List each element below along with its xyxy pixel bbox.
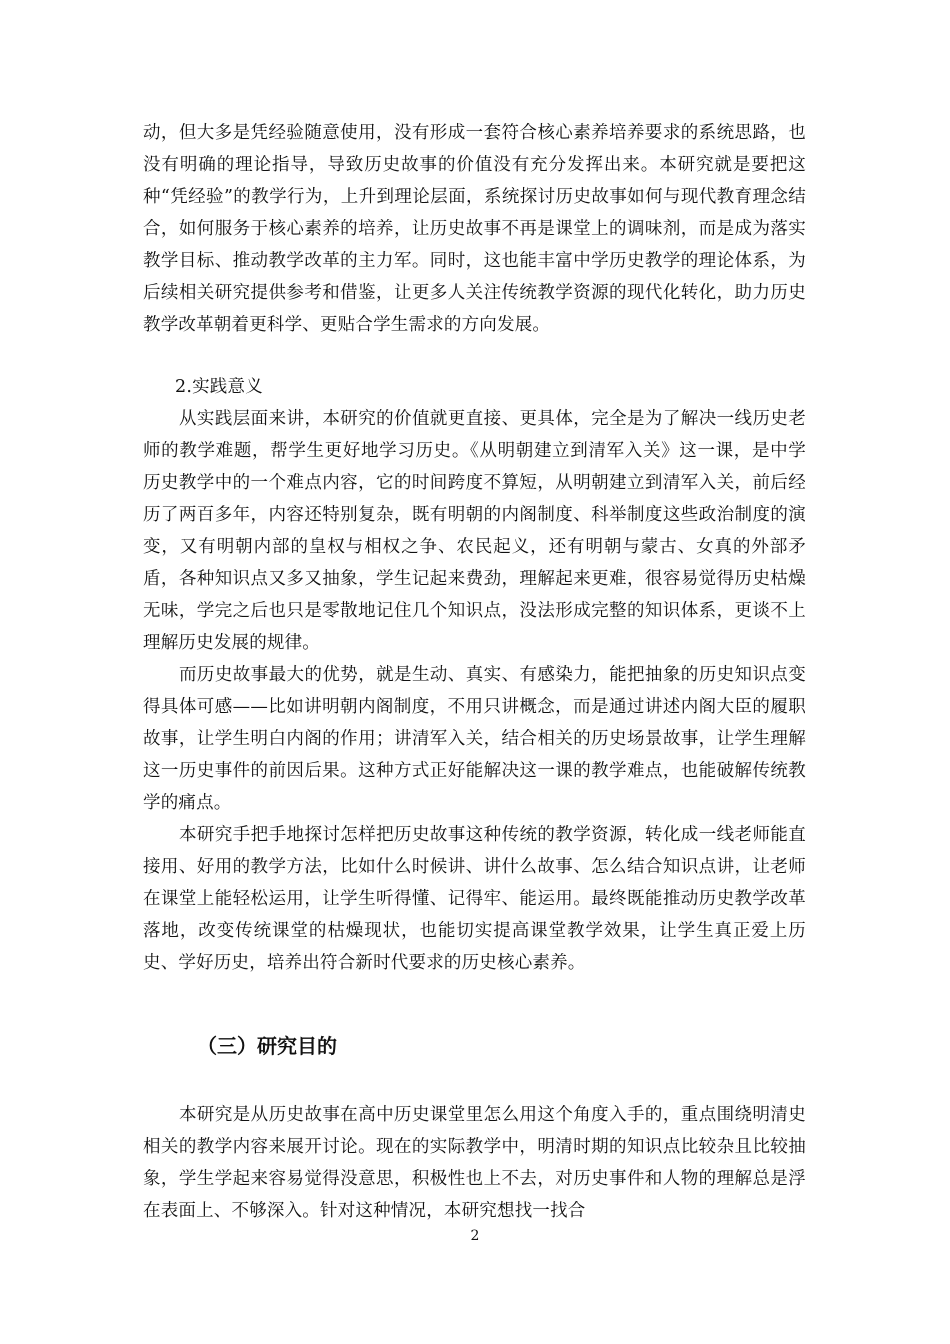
paragraph-practical-significance-1: 从实践层面来讲，本研究的价值就更直接、更具体，完全是为了解决一线历史老师的教学难题，帮学生更好地学习历史。《从明朝建立到清军入关》这一课，是中学历史教学中的一个难点内容，它的时间跨度不算短，从明朝建立到清军入关，前后经历了两百多年，内容还特别复杂，既有明朝的内阁制度、科举制度这些政治制度的演变，又有明朝内部的皇权与相权之争、农民起义，还有明朝与蒙古、女真的外部矛盾，各种知识点又多又抽象，学生记起来费劲，理解起来更难，很容易觉得历史枯燥无味，学完之后也只是零散地记住几个知识点，没法形成完整的知识体系，更谈不上理解历史发展的规律。 — [143, 409, 806, 653]
paragraph-practical-significance-2: 而历史故事最大的优势，就是生动、真实、有感染力，能把抽象的历史知识点变得具体可感——比如讲明朝内阁制度，不用只讲概念，而是通过讲述内阁大臣的履职故事，让学生明白内阁的作用；讲清军入关，结合相关的历史场景故事，让学生理解这一历史事件的前因后果。这种方式正好能解决这一课的教学难点，也能破解传统教学的痛点。 — [143, 665, 806, 813]
subheading-practical-significance: 2.实践意义 — [175, 377, 263, 397]
section-heading-research-purpose: （三）研究目的 — [197, 1034, 337, 1058]
paragraph-theoretical-significance-continued: 动，但大多是凭经验随意使用，没有形成一套符合核心素养培养要求的系统思路，也没有明确的理论指导，导致历史故事的价值没有充分发挥出来。本研究就是要把这种“凭经验”的教学行为，上升到理论层面，系统探讨历史故事如何与现代教育理念结合，如何服务于核心素养的培养，让历史故事不再是课堂上的调味剂，而是成为落实教学目标、推动教学改革的主力军。同时，这也能丰富中学历史教学的理论体系，为后续相关研究提供参考和借鉴，让更多人关注传统教学资源的现代化转化，助力历史教学改革朝着更科学、更贴合学生需求的方向发展。 — [143, 123, 806, 335]
paragraph-research-purpose: 本研究是从历史故事在高中历史课堂里怎么用这个角度入手的，重点围绕明清史相关的教学内容来展开讨论。现在的实际教学中，明清时期的知识点比较杂且比较抽象，学生学起来容易觉得没意思，积极性也上不去，对历史事件和人物的理解总是浮在表面上、不够深入。针对这种情况，本研究想找一找合 — [143, 1105, 806, 1221]
page-number: 2 — [470, 1228, 480, 1244]
paragraph-practical-significance-3: 本研究手把手地探讨怎样把历史故事这种传统的教学资源，转化成一线老师能直接用、好用的教学方法，比如什么时候讲、讲什么故事、怎么结合知识点讲，让老师在课堂上能轻松运用，让学生听得懂、记得牢、能运用。最终既能推动历史教学改革落地，改变传统课堂的枯燥现状，也能切实提高课堂教学效果，让学生真正爱上历史、学好历史，培养出符合新时代要求的历史核心素养。 — [143, 825, 806, 973]
